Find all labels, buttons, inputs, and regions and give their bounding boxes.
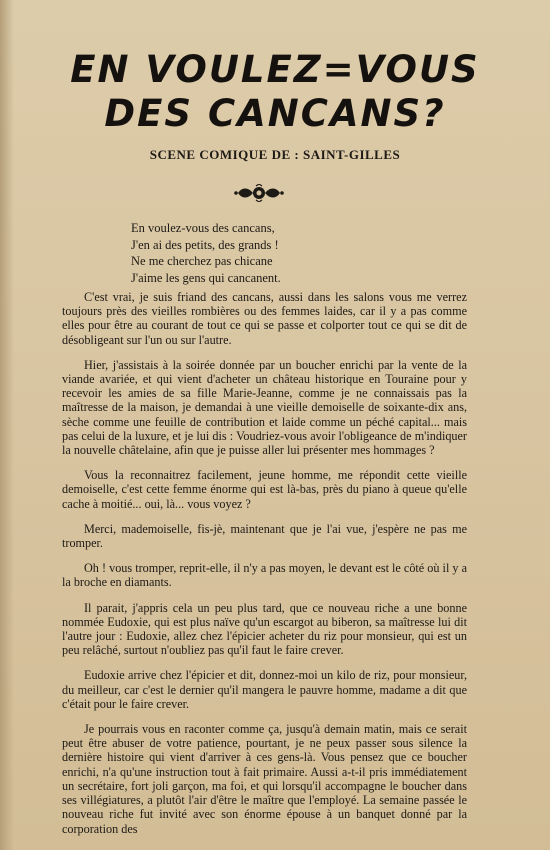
opening-verse (131, 220, 431, 286)
verse-line: J'aime les gens qui cancanent. (131, 270, 281, 285)
paragraph: C'est vrai, je suis friand des cancans, aussi dans les salons vous me verrez toujours près des vieilles rombières ou des femmes laides, car il y a pas comme elles pour être au courant de tout ce qui se passe et colporter tout ce qui se dit de désobligeant sur l'un ou sur l'autre. (62, 290, 467, 347)
title-line-1: EN VOULEZ=VOUS (70, 48, 480, 91)
paragraph: Vous la reconnaitrez facilement, jeune homme, me répondit cette vieille demoiselle, c'est cette femme énorme qui est là-bas, près du piano à queue qu'elle cache à moitié... oui, là... vous voyez ? (62, 468, 467, 511)
paragraph: Je pourrais vous en raconter comme ça, jusqu'à demain matin, mais ce serait peut être abuser de votre patience, pourtant, je ne peux passer sous silence la dernière histoire qui vient d'arriver à ces gens-là. Vous pensez que ce boucher enrichi, n'a qu'une instruction tout à fait primaire. Aussi a-t-il pris immédiatement un secrétaire, fort joli garçon, ma foi, et qui lorsqu'il accompagne le boucher dans ses villégiatures, a plutôt l'air d'être le maître que l'employé. La semaine passée le nouveau riche fut invité avec son énorme épouse à un banquet donné par la corporation des (62, 722, 467, 836)
paragraph: Il parait, j'appris cela un peu plus tard, que ce nouveau riche a une bonne nommée Eudoxie, qui est plus naïve qu'un escargot au biberon, sa maîtresse lui dit l'autre jour : Eudoxie, allez chez l'épicier acheter du riz pour monsieur, qui est un peu relâché, surtout n'oubliez pas qu'il faut le faire crever. (62, 600, 467, 658)
paragraph: Merci, mademoiselle, fis-jè, maintenant que je l'ai vue, j'espère ne pas me tromper. (62, 521, 467, 551)
body-text (62, 290, 467, 847)
paragraph: Hier, j'assistais à la soirée donnée par un boucher enrichi par la vente de la viande avariée, et qui vient d'acheter un château historique en Touraine pour y recevoir les amies de sa fille Marie-Jeanne, comme je ne connaissais pas la maîtresse de la maison, je demandai à une vieille demoiselle de soixante-dix ans, sèche comme une feuille de contribution et laide comme un péché capital... mais pas celui de la luxure, et je lui dis : Voudriez-vous avoir l'obligeance de m'indiquer la nouvelle châtelaine, afin que je puisse aller lui présenter mes hommages ? (62, 357, 467, 458)
paragraph: Oh ! vous tromper, reprit-elle, il n'y a pas moyen, le devant est le côté où il y a la broche en diamants. (62, 561, 467, 590)
verse-line: J'en ai des petits, des grands ! (131, 237, 279, 252)
verse-line: Ne me cherchez pas chicane (131, 254, 273, 268)
page-edge-shadow (0, 0, 14, 850)
floral-ornament-icon (234, 184, 284, 202)
verse-line: En voulez-vous des cancans, (131, 221, 275, 235)
page-title (40, 48, 510, 136)
subtitle: SCENE COMIQUE DE : SAINT-GILLES (149, 147, 401, 162)
paragraph: Eudoxie arrive chez l'épicier et dit, donnez-moi un kilo de riz, pour monsieur, du meilleur, car c'est le dernier qu'il mangera le pauvre homme, madame a dit que c'était pour le faire crever. (62, 668, 467, 711)
title-line-2: DES CANCANS? (104, 92, 446, 135)
